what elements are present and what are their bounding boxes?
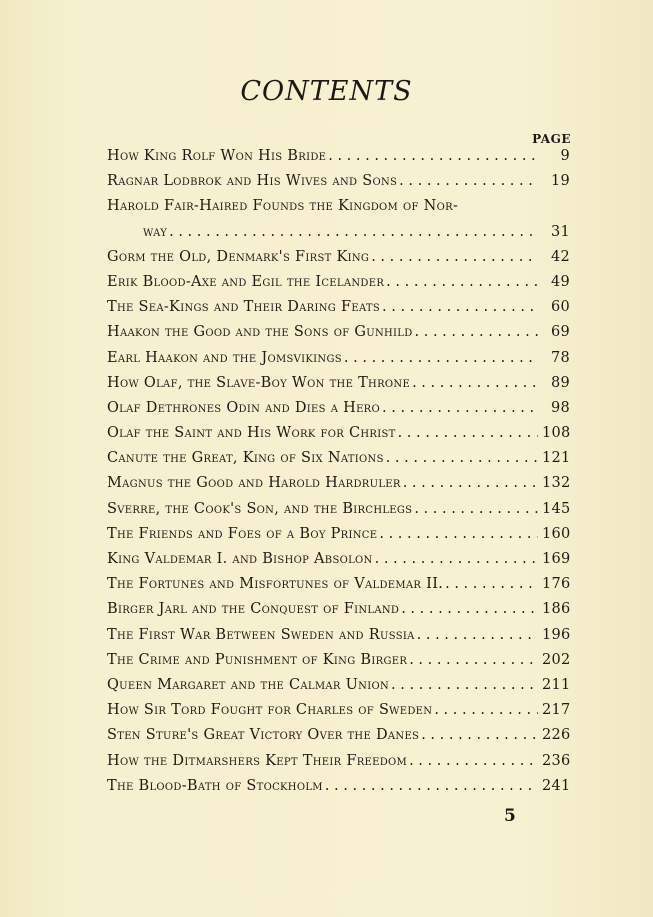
toc-entry [107,576,570,601]
toc-entry [107,375,570,400]
toc-entry-page: 49 [550,273,570,290]
toc-entry [107,652,570,677]
toc-entry [107,702,570,727]
toc-entry-title: How King Rolf Won His Bride [107,148,327,164]
toc-entry-page: 78 [550,349,570,366]
toc-entry-title: way [143,223,168,240]
toc-entry [107,350,570,375]
dot-leader [445,576,538,592]
toc-entry-page: 42 [550,248,570,265]
toc-entry-title: How Sir Tord Fought for Charles of Sweden [107,702,433,719]
toc-entry-page: 160 [542,525,571,542]
toc-entry [107,501,570,526]
toc-entry [107,475,570,500]
toc-entry-title: Earl Haakon and the Jomsvikings [107,349,342,366]
page-column-header: PAGE [532,132,571,146]
toc-entry [107,753,570,778]
dot-leader [409,652,538,668]
toc-entry [107,450,570,475]
toc-entry-page: 132 [542,475,571,492]
dot-leader [417,627,538,643]
toc-entry-title: Erik Blood-Axe and Egil the Icelander [107,273,385,290]
dot-leader [391,677,538,693]
toc-entry-page: 9 [560,148,570,164]
dot-leader [169,224,538,240]
toc-entry-page: 217 [542,702,571,719]
toc-entry-page: 121 [542,450,571,467]
toc-entry-page: 202 [542,651,571,668]
toc-entry [107,727,570,752]
toc-entry-page: 98 [550,399,570,416]
toc-entry-page: 211 [542,676,571,693]
toc-entry-page: 19 [550,173,570,190]
toc-entry-page: 196 [542,626,571,643]
dot-leader [421,727,538,743]
page-number: 5 [504,806,516,826]
dot-leader [403,475,538,491]
toc-entry [107,551,570,576]
toc-entry [107,148,570,173]
toc-entry-title: Canute the Great, King of Six Nations [107,450,384,467]
toc-entry-page: 108 [542,425,571,442]
toc-entry-page: 145 [542,500,571,517]
toc-entry-title: Olaf Dethrones Odin and Dies a Hero [107,399,381,416]
dot-leader [398,425,538,441]
dot-leader [414,501,538,517]
toc-entry [107,778,570,803]
toc-entry-title: How Olaf, the Slave-Boy Won the Throne [107,374,411,391]
dot-leader [328,148,538,164]
toc-entry-title: Olaf the Saint and His Work for Christ [107,425,396,442]
toc-entry [107,627,570,652]
toc-entry-title: King Valdemar I. and Bishop Absolon [107,551,373,567]
toc-entry-title: The Crime and Punishment of King Birger [107,651,408,668]
dot-leader [386,274,538,290]
toc-entry-page: 60 [550,299,570,316]
toc-entry-title: Magnus the Good and Harold Hardruler [107,475,401,492]
toc-entry-title: How the Ditmarshers Kept Their Freedom [107,752,408,769]
toc-entry [107,324,570,349]
dot-leader [382,400,538,416]
dot-leader [412,375,538,391]
toc-entry-title: Harold Fair-Haired Founds the Kingdom of Nor- [107,198,459,215]
page-title: CONTENTS [240,76,413,107]
toc-entry-title: The Blood-Bath of Stockholm [107,777,323,794]
toc-entry-page: 31 [550,223,570,240]
table-of-contents [107,148,570,803]
dot-leader [399,173,538,189]
toc-entry-title: Gorm the Old, Denmark's First King [107,248,370,265]
toc-entry-title: Queen Margaret and the Calmar Union [107,676,390,693]
dot-leader [379,526,538,542]
toc-entry [107,400,570,425]
toc-entry [107,601,570,626]
dot-leader [415,324,538,340]
toc-entry-title: Sten Sture's Great Victory Over the Danes [107,727,420,744]
toc-entry-title: The Fortunes and Misfortunes of Valdemar II. [107,576,444,593]
dot-leader [401,601,538,617]
toc-entry-title: Ragnar Lodbrok and His Wives and Sons [107,173,398,190]
toc-entry-page: 69 [550,324,570,341]
toc-entry-page: 186 [542,601,571,618]
toc-entry-title: Sverre, the Cook's Son, and the Birchlegs [107,500,413,517]
toc-entry-title: Haakon the Good and the Sons of Gunhild [107,324,413,341]
toc-entry [107,425,570,450]
toc-entry [107,274,570,299]
dot-leader [434,702,538,718]
toc-entry [107,526,570,551]
dot-leader [409,753,538,769]
toc-entry [107,677,570,702]
toc-entry-title: Birger Jarl and the Conquest of Finland [107,601,400,618]
dot-leader [382,299,538,315]
toc-entry-page: 169 [542,551,571,567]
toc-entry-title: The Sea-Kings and Their Daring Feats [107,299,381,316]
dot-leader [371,249,538,265]
dot-leader [386,450,538,466]
toc-entry-page: 241 [542,777,571,794]
toc-entry [107,299,570,324]
toc-entry-page: 236 [542,752,571,769]
toc-entry [107,173,570,198]
dot-leader [344,350,538,366]
toc-entry-title: The First War Between Sweden and Russia [107,626,415,643]
toc-entry [107,249,570,274]
toc-entry-page: 226 [542,727,571,744]
dot-leader [375,551,538,567]
toc-entry-page: 176 [542,576,571,593]
toc-entry [107,198,570,223]
toc-entry-page: 89 [550,374,570,391]
dot-leader [325,778,538,794]
toc-entry [107,224,570,249]
toc-entry-title: The Friends and Foes of a Boy Prince [107,525,378,542]
